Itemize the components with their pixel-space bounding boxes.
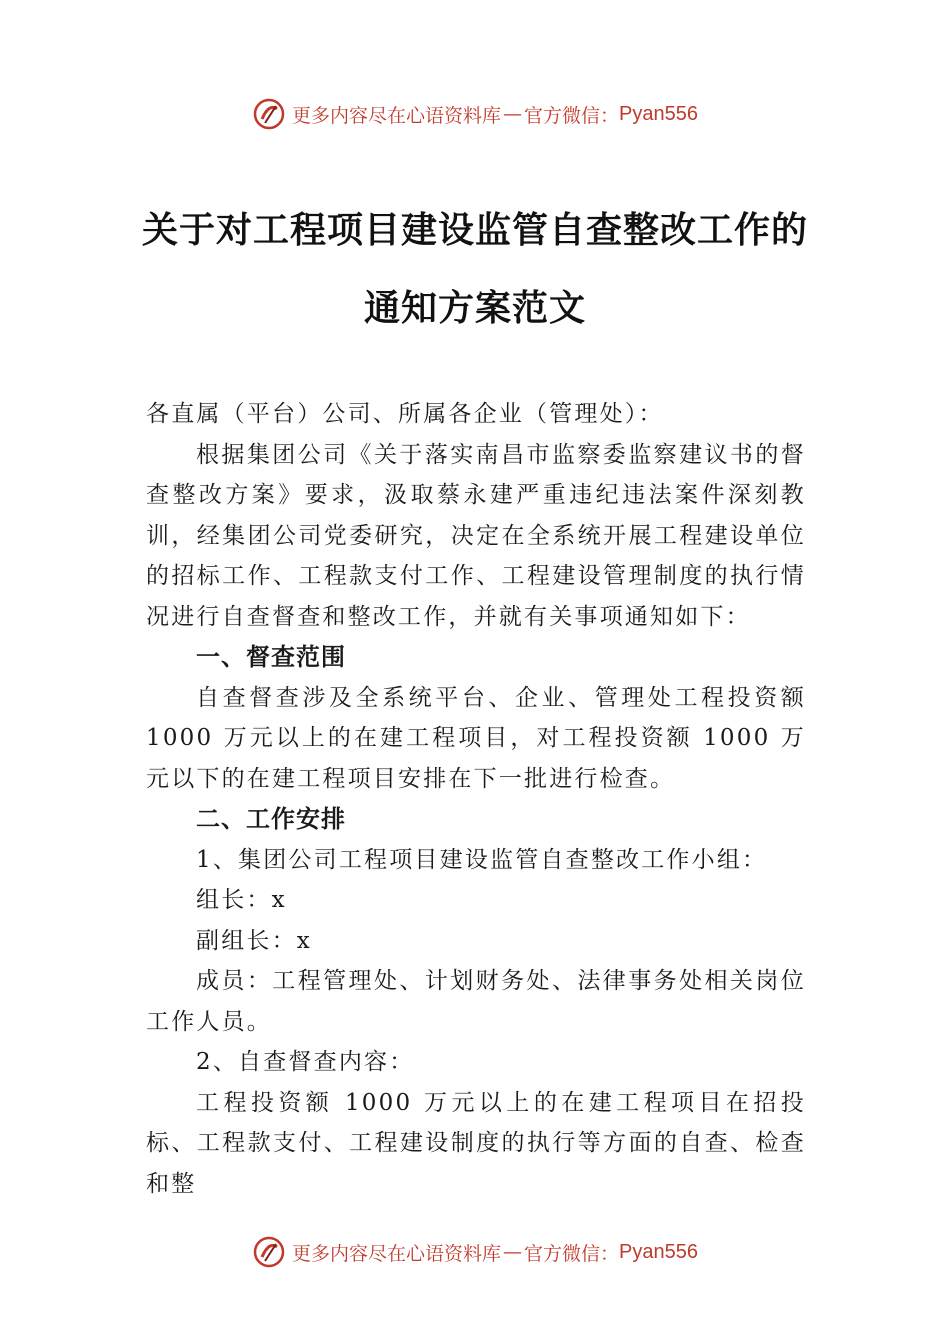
watermark-wechat: Pyan556: [619, 1240, 698, 1263]
members-text: 成员：工程管理处、计划财务处、法律事务处相关岗位工作人员。: [146, 968, 806, 1035]
watermark-label: 官方微信：: [524, 1242, 620, 1265]
leader-text: 组长：x: [196, 887, 287, 913]
document-title-line1: 关于对工程项目建设监管自查整改工作的: [141, 209, 808, 251]
salutation: 各直属（平台）公司、所属各企业（管理处）：: [146, 401, 664, 427]
content-paragraph: 工程投资额 1000 万元以上的在建工程项目在招投标、工程款支付、工程建设制度的执行等方面的自查、检查和整: [146, 1089, 806, 1197]
section2-heading: 二、工作安排: [196, 805, 346, 833]
deputy-leader-text: 副组长：x: [196, 927, 312, 954]
item1-text: 1、集团公司工程项目建设监管自查整改工作小组：: [196, 846, 768, 873]
watermark-dash: —: [503, 1241, 523, 1263]
intro-paragraph: 根据集团公司《关于落实南昌市监察委监察建议书的督查整改方案》要求，汲取蔡永建严重违纪违法案件深刻教训，经集团公司党委研究，决定在全系统开展工程建设单位的招标工作、工程款支付工作、工程建设管理制度的执行情况进行自查督查和整改工作，并就有关事项通知如下：: [146, 441, 806, 630]
brand-logo-icon: [252, 1235, 286, 1269]
watermark-banner-bottom: [0, 1232, 950, 1272]
watermark-dash: —: [503, 103, 523, 125]
document-body: [146, 394, 806, 1204]
section1-heading: 一、督查范围: [196, 643, 346, 671]
watermark-label: 官方微信：: [524, 104, 620, 127]
watermark-wechat: Pyan556: [619, 102, 698, 125]
watermark-text: 更多内容尽在心语资料库: [292, 104, 502, 127]
watermark-text: 更多内容尽在心语资料库: [292, 1242, 502, 1265]
item2-text: 2、自查督查内容：: [196, 1049, 415, 1075]
document-title-line2: 通知方案范文: [363, 287, 586, 329]
brand-logo-icon: [252, 97, 286, 131]
watermark-banner-top: [0, 94, 950, 134]
section1-paragraph: 自查督查涉及全系统平台、企业、管理处工程投资额1000 万元以上的在建工程项目，对工程投资额 1000 万元以下的在建工程项目安排在下一批进行检查。: [146, 684, 806, 792]
